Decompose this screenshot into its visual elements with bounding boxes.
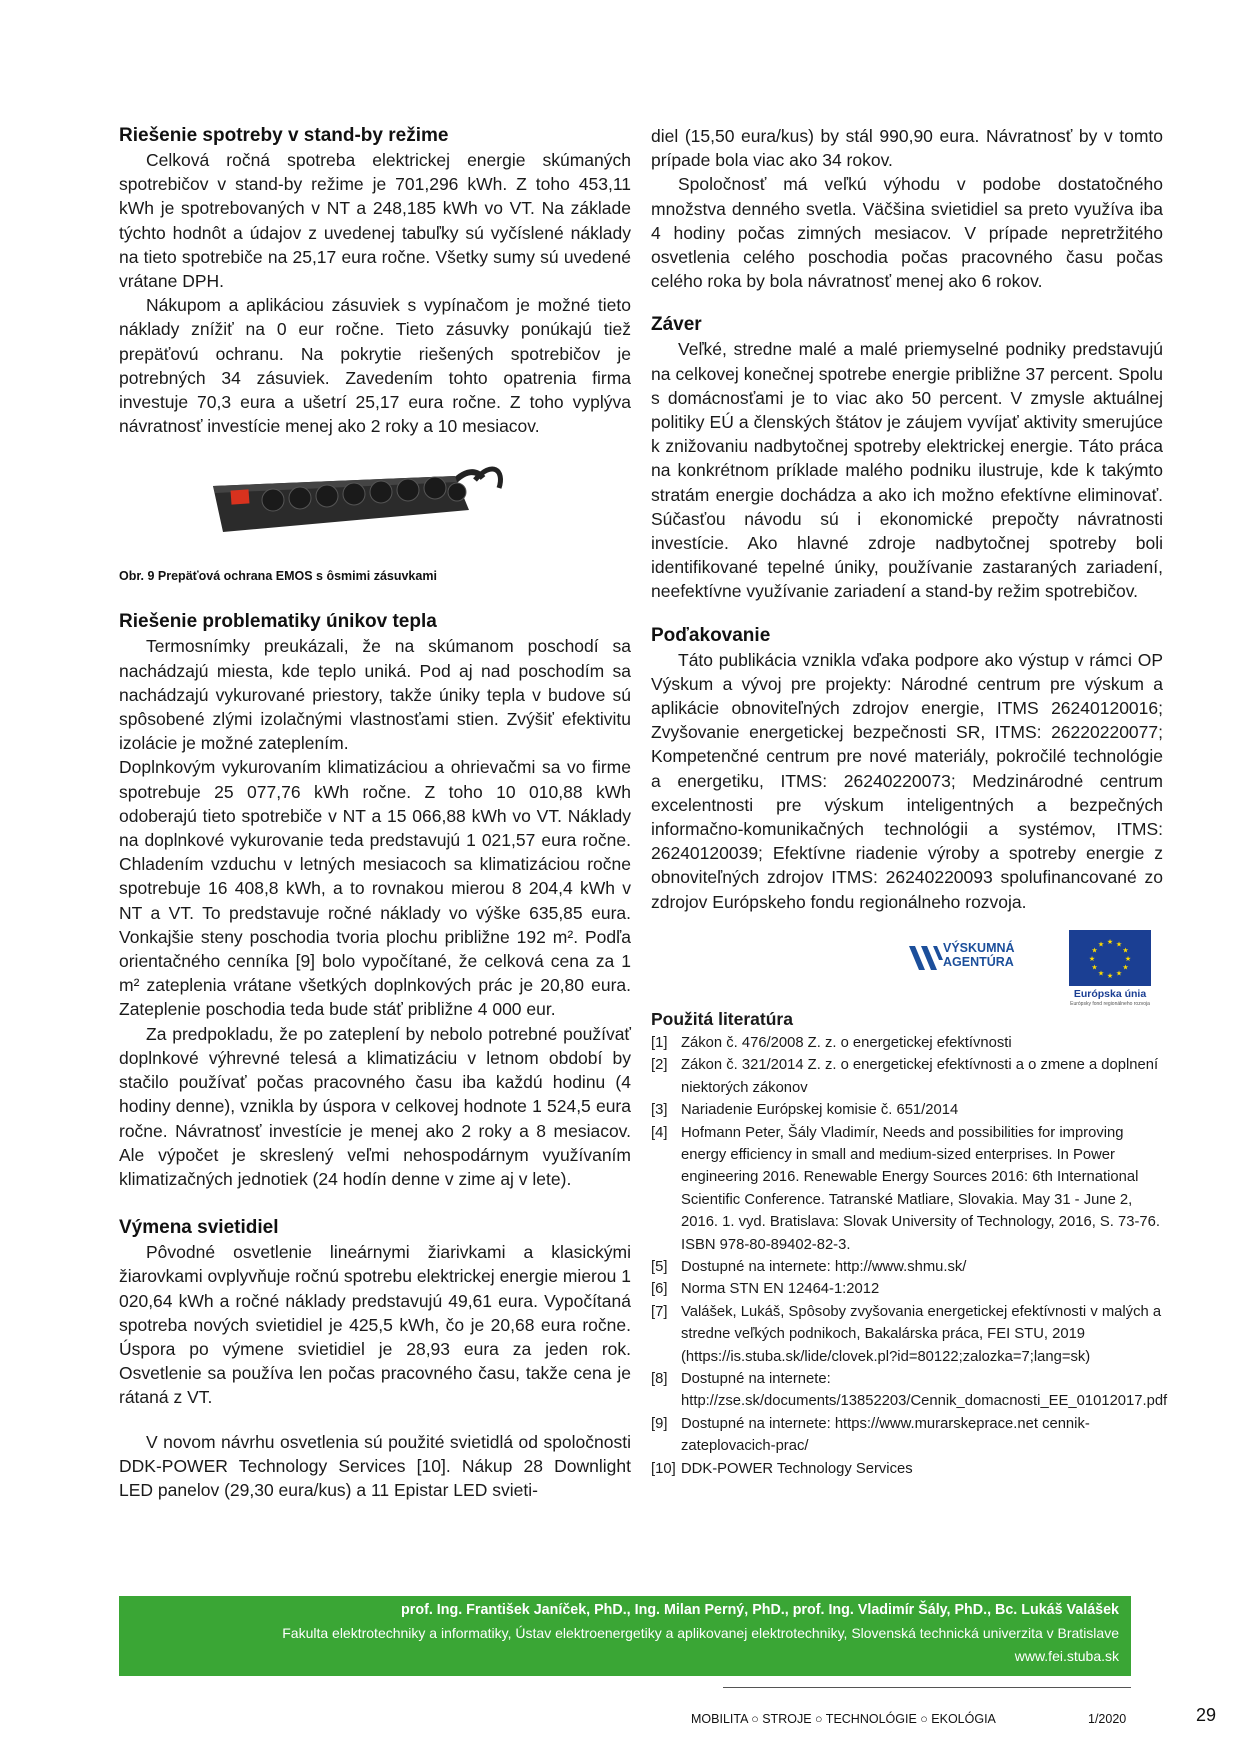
- svg-text:★: ★: [1097, 969, 1105, 978]
- svg-text:★: ★: [1122, 946, 1129, 955]
- paragraph: diel (15,50 eura/kus) by stál 990,90 eura. Návratnosť by v tomto prípade bola viac ako 34 rokov.: [651, 126, 1163, 171]
- svg-text:★: ★: [1115, 969, 1123, 978]
- paragraph: V novom návrhu osvetlenia sú použité svietidlá od spoločnosti DDK-POWER Technology Services [10]. Nákup 28 Downlight LED panelov (29,30 eura/kus) a 11 Epistar LED svieti-: [119, 1431, 631, 1500]
- vyskumna-agentura-logo-text: [943, 941, 1015, 969]
- page-number: 29: [1196, 1705, 1217, 1725]
- reference-item: [651, 1301, 1163, 1368]
- eu-flag-icon: [1069, 930, 1151, 986]
- svg-text:★: ★: [1097, 940, 1105, 949]
- reference-text: Valášek, Lukáš, Spôsoby zvyšovania energetickej efektívnosti v malých a stredne veľkých podnikoch, Bakalárska práca, FEI STU, 2019 (https://is.stuba.sk/lide/clovek.pl?id=80122;zalozka=7;lang=sk): [681, 1303, 1162, 1365]
- footer-issue: 1/2020: [1088, 1712, 1127, 1726]
- power-strip-image: [207, 450, 507, 560]
- svg-text:★: ★: [1088, 954, 1096, 963]
- reference-item: [651, 1458, 1163, 1480]
- section-title-standby: Riešenie spotreby v stand-by režime: [119, 125, 449, 146]
- reference-item: [651, 1278, 1163, 1300]
- paragraph: Za predpokladu, že po zateplení by nebolo potrebné používať doplnkové výhrevné telesá a klimatizáciu v letnom období by stačilo používať počas pracovného času iba každú hodinu (4 hodiny denne), vznikla by úspora v celkovej hodnote 1 524,5 eura ročne. Návratnosť investície je menej ako 2 roky a 8 mesiacov. Ale výpočet je skreslený veľmi nehospodárnym využívaním klimatizačných jednotiek (24 hodín denne v zime aj v lete).: [119, 1023, 631, 1189]
- reference-number: [3]: [651, 1102, 668, 1119]
- section-title-acknowledgement: Poďakovanie: [651, 624, 771, 646]
- svg-text:★: ★: [1091, 963, 1098, 972]
- reference-item: [651, 1368, 1168, 1413]
- reference-number: [10]: [651, 1460, 676, 1477]
- reference-text: DDK-POWER Technology Services: [681, 1460, 913, 1477]
- svg-text:★: ★: [1124, 954, 1132, 963]
- reference-item: [651, 1413, 1163, 1458]
- reference-number: [6]: [651, 1281, 668, 1298]
- website-link[interactable]: www.fei.stuba.sk: [1014, 1648, 1119, 1664]
- reference-number: [4]: [651, 1124, 668, 1141]
- vyskumna-agentura-logo-icon: [907, 938, 947, 978]
- reference-item: [651, 1032, 1163, 1054]
- reference-text: Hofmann Peter, Šály Vladimír, Needs and possibilities for improving energy efficiency in small and medium-sized enterprises. In Power engineering 2016. Renewable Energy Sources 2016: 6th International Scientific Conference. Tatranské Matliare, Slovakia. May 31 - June 2, 2016. 1. vyd. Bratislava: Slovak University of Technology, 2016, S. 73-76. ISBN 978-80-89402-82-3.: [681, 1124, 1160, 1253]
- sponsor-logos: [651, 930, 1163, 1008]
- authors-banner: [119, 1596, 1131, 1676]
- paragraph: Veľké, stredne malé a malé priemyselné podniky predstavujú na celkovej konečnej spotrebe energie približne 37 percent. Spolu s domácnosťami je to viac ako 50 percent. V zmysle aktuálnej politiky EÚ a členských štátov je záujem vyvíjať aktivity smerujúce k znižovaniu nadbytočnej spotreby elektrickej energie. Táto práca na konkrétnom príklade malého podniku ilustruje, kde k takýmto stratám energie dochádza a ako ich možno efektívne eliminovať. Súčasťou návodu sú i ekonomické prepočty návratnosti investície. Ako hlavné zdroje nadbytočnej spotreby boli identifikované tepelné úniky, používanie zastaraných zariadení, neefektívne využívanie zariadení a stand-by režim spotrebičov.: [651, 339, 1163, 602]
- reference-text: Dostupné na internete: http://zse.sk/documents/13852203/Cennik_domacnosti_EE_01012017.pdf: [681, 1370, 1168, 1410]
- svg-text:★: ★: [1106, 937, 1114, 946]
- footer-tagline: MOBILITA ○ STROJE ○ TECHNOLÓGIE ○ EKOLÓGIA: [691, 1712, 996, 1726]
- reference-text: Dostupné na internete: https://www.murarskeprace.net cennik-zateplovacich-prac/: [681, 1415, 1090, 1455]
- paragraph: Celková ročná spotreba elektrickej energie skúmaných spotrebičov v stand-by režime je 701,296 kWh. Z toho 453,11 kWh je spotrebovaných v NT a 248,185 kWh vo VT. Na základe týchto hodnôt a údajov z uvedenej tabuľky sú vyčíslené náklady na tieto spotrebiče na 25,17 eura ročne. Všetky sumy sú uvedené vrátane DPH.: [119, 150, 631, 292]
- logo-text-line: AGENTÚRA: [943, 954, 1014, 969]
- reference-text: Zákon č. 476/2008 Z. z. o energetickej efektívnosti: [681, 1034, 1012, 1051]
- reference-text: Zákon č. 321/2014 Z. z. o energetickej efektívnosti a o zmene a doplnení niektorých zákonov: [681, 1057, 1159, 1096]
- right-column: [651, 124, 1168, 1480]
- svg-text:★: ★: [1091, 946, 1098, 955]
- left-column: [119, 124, 631, 1502]
- reference-item: [651, 1054, 1163, 1099]
- paragraph: Termosnímky preukázali, že na skúmanom poschodí sa nachádzajú miesta, kde teplo uniká. Pod aj nad poschodím sa nachádzajú vykurované priestory, takže úniky tepla v budove sú spôsobené zlými izolačnými vlastnosťami stien. Zvýšiť efektivitu izolácie je možné zateplením.: [119, 636, 631, 754]
- paragraph: Pôvodné osvetlenie lineárnymi žiarivkami a klasickými žiarovkami ovplyvňuje ročnú spotrebu elektrickej energie mierou 1 020,64 kWh a ročné náklady predstavujú 49,61 eura. Vypočítaná spotreba nových svietidiel je 425,5 kWh, čo je 20,68 eura ročne. Úspora po výmene svietidiel je 28,93 eura za jeden rok. Osvetlenie sa používa len počas pracovného času, takže cena je rátaná z VT.: [119, 1242, 631, 1408]
- reference-item: [651, 1099, 1163, 1121]
- figure-caption: Obr. 9 Prepäťová ochrana EMOS s ôsmimi zásuvkami: [119, 569, 437, 584]
- logo-text-line: VÝSKUMNÁ: [943, 940, 1015, 955]
- footer-divider: [723, 1687, 1131, 1688]
- eu-label: Európska únia: [1073, 987, 1147, 1000]
- reference-number: [1]: [651, 1034, 668, 1051]
- reference-number: [5]: [651, 1258, 668, 1275]
- paragraph: Nákupom a aplikáciou zásuviek s vypínačom je možné tieto náklady znížiť na 0 eur ročne. Tieto zásuvky ponúkajú tiež prepäťovú ochranu. Na pokrytie riešených spotrebičov je potrebných 34 zásuviek. Zavedením tohto opatrenia firma investuje 70,3 eura a ušetrí 25,17 eura ročne. Z toho vyplýva návratnosť investície menej ako 2 roky a 10 mesiacov.: [119, 295, 631, 437]
- reference-number: [7]: [651, 1303, 668, 1320]
- reference-text: Norma STN EN 12464-1:2012: [681, 1281, 880, 1298]
- authors-line: prof. Ing. František Janíček, PhD., Ing. Milan Perný, PhD., prof. Ing. Vladimír Šály, PhD., Bc. Lukáš Valášek: [401, 1602, 1119, 1618]
- reference-item: [651, 1122, 1163, 1256]
- affiliation-line: Fakulta elektrotechniky a informatiky, Ústav elektroenergetiky a aplikovanej elektrotechniky, Slovenská technická univerzita v Bratislave: [282, 1625, 1119, 1641]
- section-title-heat-leaks: Riešenie problematiky únikov tepla: [119, 611, 437, 633]
- svg-text:★: ★: [1122, 963, 1129, 972]
- paragraph: Doplnkovým vykurovaním klimatizáciou a ohrievačmi sa vo firme spotrebuje 25 077,76 kWh ročne. Z toho 10 010,88 kWh odoberajú tieto spotrebiče v NT a 15 066,88 kWh vo VT. Náklady na doplnkové vykurovanie teda predstavujú 1 021,57 eura ročne. Chladením vzduchu v letných mesiacoch sa klimatizáciou ročne spotrebuje 16 408,8 kWh, a to rovnakou mierou 8 204,4 kWh v NT a VT. To predstavuje ročné náklady vo výške 635,85 eura. Vonkajšie steny poschodia tvoria plochu približne 192 m². Podľa orientačného cenníka [9] bolo vypočítané, že celková cena za 1 m² zateplenia vrátane všetkých doplnkových prác je 20,80 eura. Zateplenie poschodia teda bude stáť približne 4 000 eur.: [119, 757, 631, 1020]
- section-title-lighting: Výmena svietidiel: [119, 1217, 279, 1239]
- reference-list: [651, 1032, 1168, 1480]
- reference-number: [9]: [651, 1415, 668, 1432]
- paragraph: Spoločnosť má veľkú výhodu v podobe dostatočného množstva denného svetla. Väčšina svietidiel sa preto využíva iba 4 hodiny počas zimných mesiacov. V prípade nepretržitého osvetlenia celého poschodia počas pracovného času počas celého roka by bola návratnosť menej ako 6 rokov.: [651, 174, 1163, 292]
- reference-number: [8]: [651, 1370, 668, 1387]
- section-title-literature: Použitá literatúra: [651, 1008, 793, 1029]
- svg-text:★: ★: [1106, 971, 1114, 980]
- reference-number: [2]: [651, 1057, 668, 1074]
- svg-text:★: ★: [1115, 940, 1123, 949]
- reference-text: Dostupné na internete: http://www.shmu.sk/: [681, 1258, 967, 1275]
- figure-power-strip: [119, 450, 631, 560]
- section-title-conclusion: Záver: [651, 314, 702, 336]
- reference-text: Nariadenie Európskej komisie č. 651/2014: [681, 1102, 959, 1119]
- eu-sub-label: Európsky fond regionálneho rozvoja: [1070, 1000, 1150, 1007]
- reference-item: [651, 1256, 1163, 1278]
- paragraph: Táto publikácia vznikla vďaka podpore ako výstup v rámci OP Výskum a vývoj pre projekty: Národné centrum pre výskum a aplikácie obnoviteľných zdrojov energie, ITMS 26240120016; Zvyšovanie energetickej bezpečnosti SR, ITMS: 26220220077; Kompetenčné centrum pre nové materiály, pokročilé technológie a energetiku, ITMS: 26240220073; Medzinárodné centrum excelentnosti pre výskum inteligentných a bezpečných informačno-komunikačných technológii a systémov, ITMS: 26240120039; Efektívne riadenie výroby a spotreby energie z obnoviteľných zdrojov ITMS: 26240220093 spolufinancované zo zdrojov Európskeho fondu regionálneho rozvoja.: [651, 649, 1163, 912]
